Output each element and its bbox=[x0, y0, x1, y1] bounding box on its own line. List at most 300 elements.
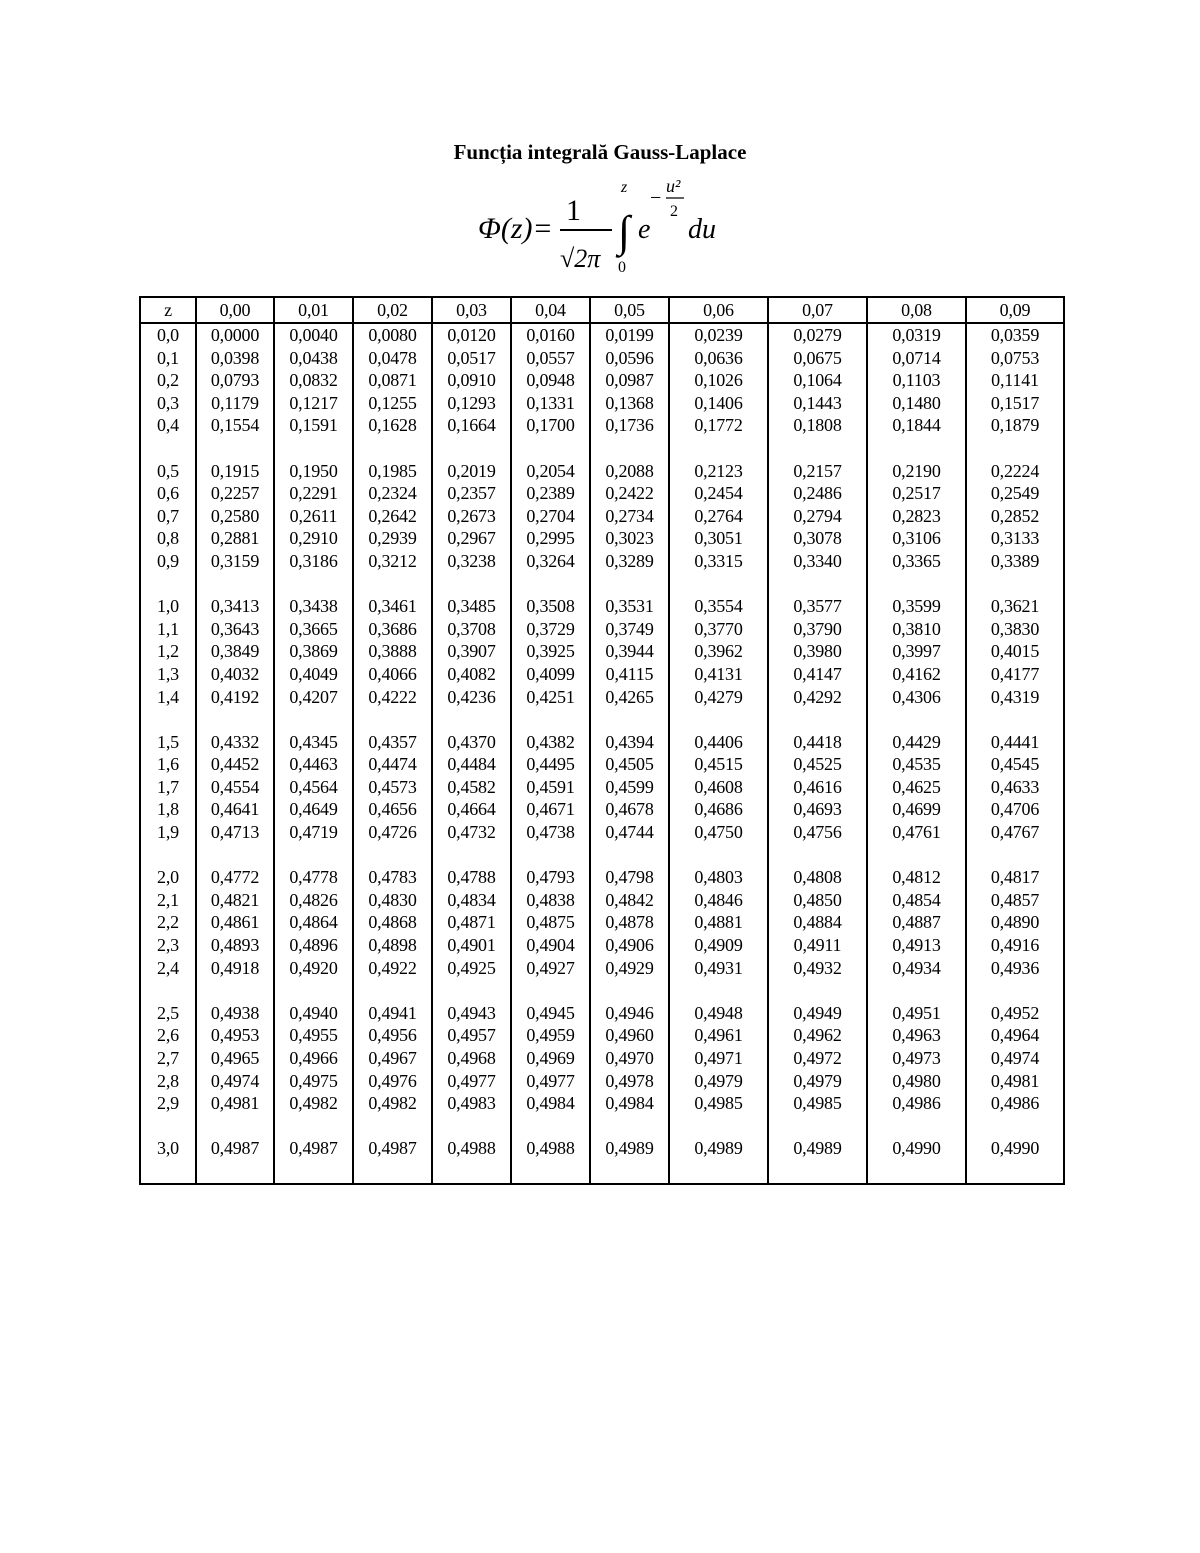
table-cell: 0,4960 bbox=[590, 1024, 669, 1047]
table-cell: 0,4699 bbox=[867, 798, 966, 821]
spacer-cell bbox=[867, 708, 966, 731]
filler-cell bbox=[140, 1160, 196, 1184]
table-cell: 0,4803 bbox=[669, 866, 768, 889]
table-cell: 0,3599 bbox=[867, 595, 966, 618]
table-cell: 0,4982 bbox=[274, 1092, 353, 1115]
formula-numerator: 1 bbox=[566, 194, 581, 227]
filler-cell bbox=[353, 1160, 432, 1184]
row-header-z: 0,4 bbox=[140, 414, 196, 437]
table-cell: 0,4591 bbox=[511, 776, 590, 799]
row-header-z: 2,8 bbox=[140, 1070, 196, 1093]
table-cell: 0,4429 bbox=[867, 731, 966, 754]
row-header-z: 1,1 bbox=[140, 618, 196, 641]
table-cell: 0,4861 bbox=[196, 911, 274, 934]
table-row bbox=[140, 347, 1064, 370]
table-cell: 0,4989 bbox=[669, 1137, 768, 1160]
table-cell: 0,4988 bbox=[432, 1137, 511, 1160]
spacer-cell bbox=[274, 708, 353, 731]
table-cell: 0,4956 bbox=[353, 1024, 432, 1047]
table-cell: 0,4846 bbox=[669, 889, 768, 912]
table-cell: 0,4251 bbox=[511, 686, 590, 709]
table-cell: 0,3078 bbox=[768, 527, 867, 550]
spacer-cell bbox=[669, 437, 768, 460]
table-cell: 0,4066 bbox=[353, 663, 432, 686]
spacer-cell bbox=[140, 708, 196, 731]
table-cell: 0,4686 bbox=[669, 798, 768, 821]
table-cell: 0,4952 bbox=[966, 1002, 1064, 1025]
table-cell: 0,4896 bbox=[274, 934, 353, 957]
table-cell: 0,2422 bbox=[590, 482, 669, 505]
table-cell: 0,1141 bbox=[966, 369, 1064, 392]
table-cell: 0,4236 bbox=[432, 686, 511, 709]
table-cell: 0,4495 bbox=[511, 753, 590, 776]
table-cell: 0,4452 bbox=[196, 753, 274, 776]
table-cell: 0,4767 bbox=[966, 821, 1064, 844]
table-cell: 0,4474 bbox=[353, 753, 432, 776]
formula-base: e bbox=[638, 214, 651, 245]
table-cell: 0,3770 bbox=[669, 618, 768, 641]
table-cell: 0,2967 bbox=[432, 527, 511, 550]
spacer-cell bbox=[511, 844, 590, 867]
table-cell: 0,3925 bbox=[511, 640, 590, 663]
table-cell: 0,4292 bbox=[768, 686, 867, 709]
table-cell: 0,4319 bbox=[966, 686, 1064, 709]
row-header-z: 2,7 bbox=[140, 1047, 196, 1070]
formula-exponent-num: u² bbox=[666, 176, 681, 196]
table-cell: 0,3315 bbox=[669, 550, 768, 573]
integral-sign: ∫ bbox=[618, 207, 631, 256]
spacer-cell bbox=[140, 573, 196, 596]
table-cell: 0,4838 bbox=[511, 889, 590, 912]
spacer-cell bbox=[140, 979, 196, 1002]
table-row bbox=[140, 798, 1064, 821]
table-cell: 0,1950 bbox=[274, 460, 353, 483]
spacer-cell bbox=[274, 437, 353, 460]
table-row bbox=[140, 866, 1064, 889]
table-cell: 0,3577 bbox=[768, 595, 867, 618]
table-row bbox=[140, 392, 1064, 415]
table-cell: 0,1915 bbox=[196, 460, 274, 483]
table-cell: 0,4893 bbox=[196, 934, 274, 957]
table-cell: 0,4925 bbox=[432, 957, 511, 980]
row-header-z: 2,0 bbox=[140, 866, 196, 889]
table-cell: 0,3485 bbox=[432, 595, 511, 618]
table-cell: 0,4082 bbox=[432, 663, 511, 686]
table-cell: 0,0910 bbox=[432, 369, 511, 392]
row-header-z: 0,2 bbox=[140, 369, 196, 392]
table-cell: 0,4901 bbox=[432, 934, 511, 957]
spacer-cell bbox=[768, 844, 867, 867]
table-cell: 0,4972 bbox=[768, 1047, 867, 1070]
table-row bbox=[140, 414, 1064, 437]
table-row bbox=[140, 323, 1064, 347]
group-spacer-row bbox=[140, 708, 1064, 731]
spacer-cell bbox=[590, 437, 669, 460]
table-cell: 0,4934 bbox=[867, 957, 966, 980]
table-cell: 0,4608 bbox=[669, 776, 768, 799]
table-header-row bbox=[140, 297, 1064, 323]
table-cell: 0,4099 bbox=[511, 663, 590, 686]
table-body bbox=[140, 323, 1064, 1184]
table-cell: 0,4207 bbox=[274, 686, 353, 709]
table-row bbox=[140, 957, 1064, 980]
table-cell: 0,3106 bbox=[867, 527, 966, 550]
table-cell: 0,4986 bbox=[966, 1092, 1064, 1115]
table-row bbox=[140, 1002, 1064, 1025]
table-cell: 0,3159 bbox=[196, 550, 274, 573]
group-spacer-row bbox=[140, 573, 1064, 596]
table-cell: 0,4616 bbox=[768, 776, 867, 799]
table-row bbox=[140, 1047, 1064, 1070]
table-cell: 0,3413 bbox=[196, 595, 274, 618]
table-cell: 0,2673 bbox=[432, 505, 511, 528]
table-cell: 0,4911 bbox=[768, 934, 867, 957]
spacer-cell bbox=[196, 979, 274, 1002]
table-cell: 0,2190 bbox=[867, 460, 966, 483]
table-cell: 0,3554 bbox=[669, 595, 768, 618]
table-cell: 0,4525 bbox=[768, 753, 867, 776]
row-header-z: 0,3 bbox=[140, 392, 196, 415]
table-cell: 0,4962 bbox=[768, 1024, 867, 1047]
table-cell: 0,0478 bbox=[353, 347, 432, 370]
spacer-cell bbox=[966, 437, 1064, 460]
table-cell: 0,4977 bbox=[511, 1070, 590, 1093]
spacer-cell bbox=[768, 573, 867, 596]
table-cell: 0,1064 bbox=[768, 369, 867, 392]
table-cell: 0,4938 bbox=[196, 1002, 274, 1025]
table-cell: 0,3531 bbox=[590, 595, 669, 618]
table-cell: 0,4875 bbox=[511, 911, 590, 934]
table-cell: 0,4961 bbox=[669, 1024, 768, 1047]
table-cell: 0,4834 bbox=[432, 889, 511, 912]
table-cell: 0,1103 bbox=[867, 369, 966, 392]
spacer-cell bbox=[432, 708, 511, 731]
spacer-cell bbox=[140, 1115, 196, 1138]
spacer-cell bbox=[432, 844, 511, 867]
table-cell: 0,4649 bbox=[274, 798, 353, 821]
table-cell: 0,3438 bbox=[274, 595, 353, 618]
table-cell: 0,4032 bbox=[196, 663, 274, 686]
row-header-z: 0,7 bbox=[140, 505, 196, 528]
filler-cell bbox=[768, 1160, 867, 1184]
table-cell: 0,4812 bbox=[867, 866, 966, 889]
spacer-cell bbox=[966, 844, 1064, 867]
table-row bbox=[140, 934, 1064, 957]
table-cell: 0,1331 bbox=[511, 392, 590, 415]
spacer-cell bbox=[966, 1115, 1064, 1138]
spacer-cell bbox=[669, 573, 768, 596]
table-cell: 0,4871 bbox=[432, 911, 511, 934]
table-cell: 0,4951 bbox=[867, 1002, 966, 1025]
table-cell: 0,2881 bbox=[196, 527, 274, 550]
row-header-z: 2,3 bbox=[140, 934, 196, 957]
table-cell: 0,4966 bbox=[274, 1047, 353, 1070]
table-row bbox=[140, 776, 1064, 799]
table-cell: 0,4981 bbox=[966, 1070, 1064, 1093]
table-cell: 0,2123 bbox=[669, 460, 768, 483]
table-cell: 0,2357 bbox=[432, 482, 511, 505]
page-title: Funcția integrală Gauss-Laplace bbox=[453, 140, 747, 164]
table-cell: 0,4946 bbox=[590, 1002, 669, 1025]
table-cell: 0,4943 bbox=[432, 1002, 511, 1025]
table-cell: 0,2939 bbox=[353, 527, 432, 550]
formula-denominator: √2π bbox=[560, 244, 601, 273]
table-cell: 0,3508 bbox=[511, 595, 590, 618]
table-cell: 0,1443 bbox=[768, 392, 867, 415]
column-header: 0,09 bbox=[966, 297, 1064, 323]
spacer-cell bbox=[867, 1115, 966, 1138]
filler-cell bbox=[511, 1160, 590, 1184]
table-cell: 0,4826 bbox=[274, 889, 353, 912]
row-header-z: 1,4 bbox=[140, 686, 196, 709]
table-cell: 0,3133 bbox=[966, 527, 1064, 550]
formula-exponent-minus: − bbox=[650, 187, 662, 209]
row-header-z: 1,3 bbox=[140, 663, 196, 686]
table-row bbox=[140, 821, 1064, 844]
table-cell: 0,3686 bbox=[353, 618, 432, 641]
table-cell: 0,0987 bbox=[590, 369, 669, 392]
table-cell: 0,2019 bbox=[432, 460, 511, 483]
table-cell: 0,4967 bbox=[353, 1047, 432, 1070]
spacer-cell bbox=[867, 573, 966, 596]
table-cell: 0,2454 bbox=[669, 482, 768, 505]
table-cell: 0,4931 bbox=[669, 957, 768, 980]
table-cell: 0,4798 bbox=[590, 866, 669, 889]
table-cell: 0,4969 bbox=[511, 1047, 590, 1070]
filler-cell bbox=[590, 1160, 669, 1184]
table-cell: 0,4989 bbox=[590, 1137, 669, 1160]
table-cell: 0,4830 bbox=[353, 889, 432, 912]
table-cell: 0,4857 bbox=[966, 889, 1064, 912]
table-cell: 0,0517 bbox=[432, 347, 511, 370]
table-cell: 0,3051 bbox=[669, 527, 768, 550]
table-cell: 0,0319 bbox=[867, 323, 966, 347]
table-cell: 0,4975 bbox=[274, 1070, 353, 1093]
table-cell: 0,4878 bbox=[590, 911, 669, 934]
table-cell: 0,4418 bbox=[768, 731, 867, 754]
table-cell: 0,4981 bbox=[196, 1092, 274, 1115]
table-cell: 0,3997 bbox=[867, 640, 966, 663]
table-cell: 0,4656 bbox=[353, 798, 432, 821]
table-filler-row bbox=[140, 1160, 1064, 1184]
table-cell: 0,2549 bbox=[966, 482, 1064, 505]
table-cell: 0,4573 bbox=[353, 776, 432, 799]
table-cell: 0,0596 bbox=[590, 347, 669, 370]
formula-graphic bbox=[470, 168, 730, 278]
spacer-cell bbox=[768, 437, 867, 460]
row-header-z: 1,2 bbox=[140, 640, 196, 663]
table-cell: 0,1480 bbox=[867, 392, 966, 415]
table-cell: 0,4115 bbox=[590, 663, 669, 686]
table-cell: 0,4756 bbox=[768, 821, 867, 844]
table-cell: 0,4706 bbox=[966, 798, 1064, 821]
table-cell: 0,4898 bbox=[353, 934, 432, 957]
table-cell: 0,3023 bbox=[590, 527, 669, 550]
table-cell: 0,2224 bbox=[966, 460, 1064, 483]
table-cell: 0,4345 bbox=[274, 731, 353, 754]
row-header-z: 1,0 bbox=[140, 595, 196, 618]
table-row bbox=[140, 618, 1064, 641]
table-row bbox=[140, 663, 1064, 686]
spacer-cell bbox=[274, 844, 353, 867]
table-cell: 0,0040 bbox=[274, 323, 353, 347]
table-cell: 0,2257 bbox=[196, 482, 274, 505]
table-cell: 0,4394 bbox=[590, 731, 669, 754]
filler-cell bbox=[966, 1160, 1064, 1184]
table-cell: 0,0199 bbox=[590, 323, 669, 347]
formula-exponent-den: 2 bbox=[670, 203, 678, 220]
table-cell: 0,3621 bbox=[966, 595, 1064, 618]
table-row bbox=[140, 460, 1064, 483]
table-cell: 0,4625 bbox=[867, 776, 966, 799]
formula-lower-limit: 0 bbox=[618, 259, 626, 276]
table-cell: 0,4986 bbox=[867, 1092, 966, 1115]
table-cell: 0,4788 bbox=[432, 866, 511, 889]
row-header-z: 1,6 bbox=[140, 753, 196, 776]
spacer-cell bbox=[511, 573, 590, 596]
table-cell: 0,4693 bbox=[768, 798, 867, 821]
table-cell: 0,3264 bbox=[511, 550, 590, 573]
table-cell: 0,4162 bbox=[867, 663, 966, 686]
table-cell: 0,4793 bbox=[511, 866, 590, 889]
table-cell: 0,4726 bbox=[353, 821, 432, 844]
spacer-cell bbox=[669, 708, 768, 731]
table-cell: 0,4222 bbox=[353, 686, 432, 709]
formula-upper-limit: z bbox=[621, 179, 628, 196]
table-cell: 0,1368 bbox=[590, 392, 669, 415]
table-cell: 0,4955 bbox=[274, 1024, 353, 1047]
spacer-cell bbox=[768, 708, 867, 731]
table-cell: 0,1628 bbox=[353, 414, 432, 437]
table-cell: 0,4881 bbox=[669, 911, 768, 934]
table-cell: 0,4554 bbox=[196, 776, 274, 799]
row-header-z: 0,8 bbox=[140, 527, 196, 550]
spacer-cell bbox=[867, 979, 966, 1002]
spacer-cell bbox=[196, 708, 274, 731]
table-cell: 0,4332 bbox=[196, 731, 274, 754]
spacer-cell bbox=[590, 1115, 669, 1138]
table-cell: 0,2910 bbox=[274, 527, 353, 550]
table-cell: 0,3461 bbox=[353, 595, 432, 618]
table-cell: 0,3212 bbox=[353, 550, 432, 573]
group-spacer-row bbox=[140, 844, 1064, 867]
table-cell: 0,1293 bbox=[432, 392, 511, 415]
table-row bbox=[140, 505, 1064, 528]
table-cell: 0,0120 bbox=[432, 323, 511, 347]
table-row bbox=[140, 640, 1064, 663]
column-header: 0,06 bbox=[669, 297, 768, 323]
row-header-z: 1,8 bbox=[140, 798, 196, 821]
filler-cell bbox=[669, 1160, 768, 1184]
spacer-cell bbox=[768, 979, 867, 1002]
column-header: 0,05 bbox=[590, 297, 669, 323]
table-cell: 0,0000 bbox=[196, 323, 274, 347]
table-row bbox=[140, 595, 1064, 618]
table-cell: 0,4854 bbox=[867, 889, 966, 912]
table-cell: 0,2704 bbox=[511, 505, 590, 528]
table-cell: 0,1517 bbox=[966, 392, 1064, 415]
table-cell: 0,0557 bbox=[511, 347, 590, 370]
table-cell: 0,4982 bbox=[353, 1092, 432, 1115]
table-cell: 0,4131 bbox=[669, 663, 768, 686]
row-header-z: 2,4 bbox=[140, 957, 196, 980]
table-cell: 0,4441 bbox=[966, 731, 1064, 754]
table-row bbox=[140, 550, 1064, 573]
table-cell: 0,2486 bbox=[768, 482, 867, 505]
table-cell: 0,4974 bbox=[966, 1047, 1064, 1070]
table-row bbox=[140, 686, 1064, 709]
table-cell: 0,4015 bbox=[966, 640, 1064, 663]
spacer-cell bbox=[669, 844, 768, 867]
spacer-cell bbox=[511, 708, 590, 731]
table-cell: 0,4515 bbox=[669, 753, 768, 776]
row-header-z: 2,6 bbox=[140, 1024, 196, 1047]
table-cell: 0,3340 bbox=[768, 550, 867, 573]
table-cell: 0,1700 bbox=[511, 414, 590, 437]
filler-cell bbox=[274, 1160, 353, 1184]
table-cell: 0,4976 bbox=[353, 1070, 432, 1093]
spacer-cell bbox=[353, 1115, 432, 1138]
row-header-z: 3,0 bbox=[140, 1137, 196, 1160]
table-cell: 0,4406 bbox=[669, 731, 768, 754]
table-cell: 0,3365 bbox=[867, 550, 966, 573]
table-cell: 0,0359 bbox=[966, 323, 1064, 347]
table-cell: 0,4678 bbox=[590, 798, 669, 821]
spacer-cell bbox=[353, 437, 432, 460]
table-cell: 0,4940 bbox=[274, 1002, 353, 1025]
table-cell: 0,4941 bbox=[353, 1002, 432, 1025]
spacer-cell bbox=[590, 844, 669, 867]
spacer-cell bbox=[353, 844, 432, 867]
table-cell: 0,2823 bbox=[867, 505, 966, 528]
table-cell: 0,3665 bbox=[274, 618, 353, 641]
table-cell: 0,1179 bbox=[196, 392, 274, 415]
spacer-cell bbox=[432, 979, 511, 1002]
spacer-cell bbox=[669, 979, 768, 1002]
spacer-cell bbox=[511, 437, 590, 460]
table-cell: 0,1844 bbox=[867, 414, 966, 437]
table-cell: 0,0239 bbox=[669, 323, 768, 347]
table-cell: 0,4783 bbox=[353, 866, 432, 889]
table-cell: 0,1808 bbox=[768, 414, 867, 437]
table-cell: 0,4713 bbox=[196, 821, 274, 844]
table-cell: 0,3944 bbox=[590, 640, 669, 663]
table-cell: 0,4988 bbox=[511, 1137, 590, 1160]
table-cell: 0,4664 bbox=[432, 798, 511, 821]
row-header-z: 0,0 bbox=[140, 323, 196, 347]
table-cell: 0,4918 bbox=[196, 957, 274, 980]
spacer-cell bbox=[274, 1115, 353, 1138]
column-header: 0,00 bbox=[196, 297, 274, 323]
table-cell: 0,0675 bbox=[768, 347, 867, 370]
table-cell: 0,4913 bbox=[867, 934, 966, 957]
table-cell: 0,4545 bbox=[966, 753, 1064, 776]
row-header-z: 0,5 bbox=[140, 460, 196, 483]
group-spacer-row bbox=[140, 979, 1064, 1002]
table-cell: 0,4850 bbox=[768, 889, 867, 912]
row-header-z: 1,9 bbox=[140, 821, 196, 844]
column-header-z: z bbox=[140, 297, 196, 323]
table-cell: 0,4971 bbox=[669, 1047, 768, 1070]
table-cell: 0,4945 bbox=[511, 1002, 590, 1025]
table-cell: 0,4890 bbox=[966, 911, 1064, 934]
table-cell: 0,4985 bbox=[669, 1092, 768, 1115]
table-cell: 0,3869 bbox=[274, 640, 353, 663]
spacer-cell bbox=[867, 437, 966, 460]
spacer-cell bbox=[432, 437, 511, 460]
spacer-cell bbox=[669, 1115, 768, 1138]
row-header-z: 0,1 bbox=[140, 347, 196, 370]
